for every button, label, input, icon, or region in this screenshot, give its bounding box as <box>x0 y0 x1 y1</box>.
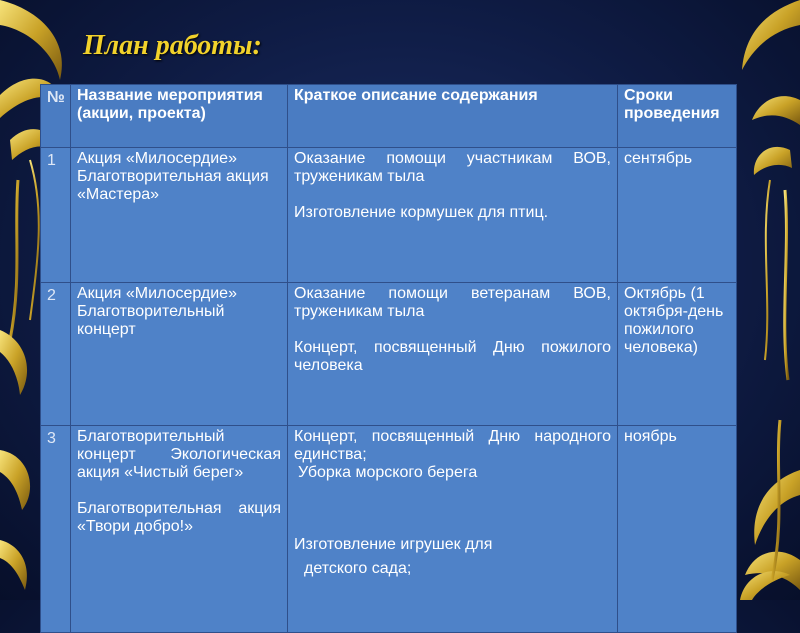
event-description <box>288 148 618 283</box>
description-paragraph: Концерт, посвященный Дню пожилого человека <box>294 339 611 374</box>
description-paragraph: детского сада; <box>304 560 412 577</box>
description-paragraph: Изготовление игрушек для <box>294 536 493 553</box>
event-date: сентябрь <box>618 148 737 283</box>
corner-ornament-bottom-left <box>0 540 27 590</box>
description-paragraph: Уборка морского берега <box>298 464 478 481</box>
event-date: Октябрь (1 октября-день пожилого человека) <box>618 283 737 426</box>
leaf-ornament-left <box>0 330 30 510</box>
description-paragraph: Изготовление кормушек для птиц. <box>294 204 549 221</box>
header-number: № <box>41 85 71 148</box>
header-event-name: Название мероприятия (акции, проекта) <box>71 85 288 148</box>
row-number: 1 <box>41 148 71 283</box>
slide-title: План работы: <box>83 30 262 61</box>
event-description <box>288 283 618 426</box>
event-name <box>71 426 288 633</box>
corner-ornament-bottom-right <box>740 420 800 600</box>
event-date: ноябрь <box>618 426 737 633</box>
row-number: 2 <box>41 283 71 426</box>
description-paragraph: Оказание помощи ветеранам ВОВ, труженикам тыла <box>294 285 611 320</box>
work-plan-table <box>40 84 737 633</box>
table-row <box>41 283 737 426</box>
event-name: Акция «Милосердие» Благотворительный концерт <box>71 283 288 426</box>
table-row <box>41 148 737 283</box>
header-description: Краткое описание содержания <box>288 85 618 148</box>
table-row <box>41 426 737 633</box>
header-dates: Сроки проведения <box>618 85 737 148</box>
row-number: 3 <box>41 426 71 633</box>
event-name: Акция «Милосердие» Благотворительная акция «Мастера» <box>71 148 288 283</box>
description-paragraph: Концерт, посвященный Дню народного единства; <box>294 428 611 463</box>
corner-ornament-top-right <box>742 0 800 380</box>
event-name-paragraph: Благотворительная акция «Твори добро!» <box>77 500 281 535</box>
description-paragraph: Оказание помощи участникам ВОВ, труженикам тыла <box>294 150 611 185</box>
table-header-row <box>41 85 737 148</box>
event-name-paragraph: Благотворительный концерт Экологическая акция «Чистый берег» <box>77 428 281 481</box>
event-description <box>288 426 618 633</box>
